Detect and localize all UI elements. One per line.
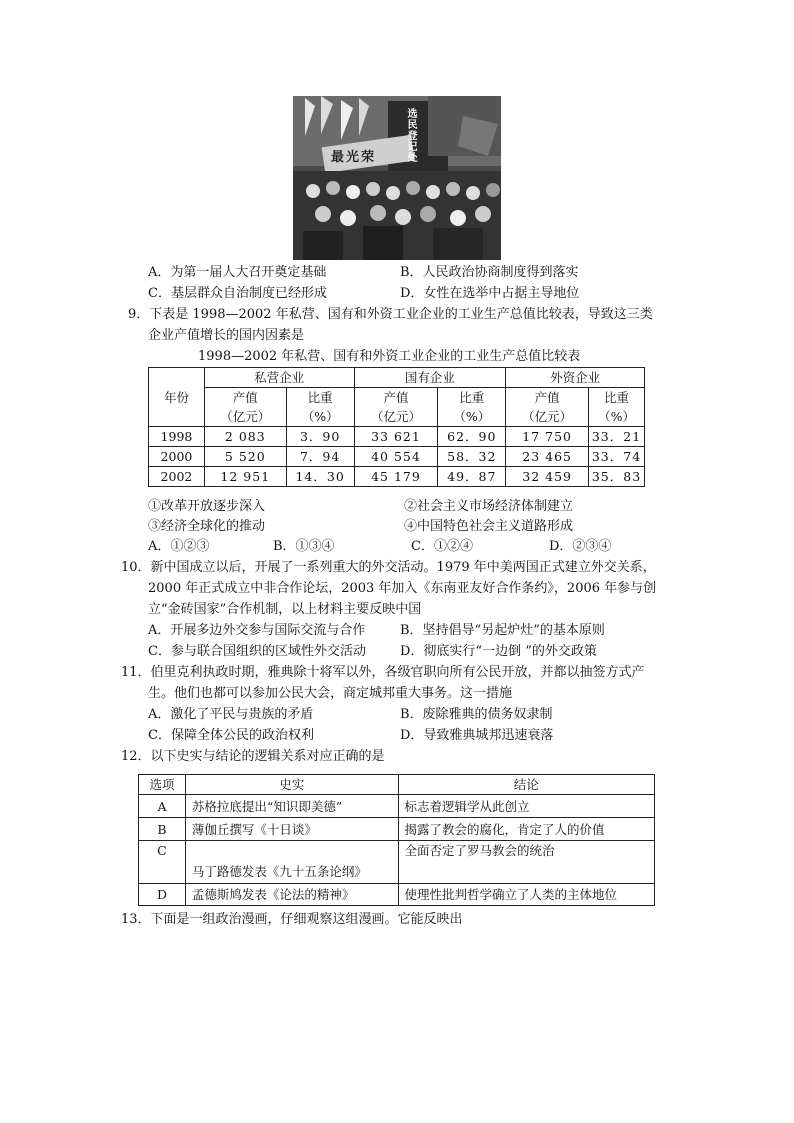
q11-option-b[interactable]: B．废除雅典的债务奴隶制 xyxy=(400,707,553,722)
q11-stem-line2: 生。他们也都可以参加公民大会，商定城邦重大事务。这一措施 xyxy=(148,686,513,701)
q9-table-header-row xyxy=(149,368,645,388)
q9-header-ratio: 比重 xyxy=(589,388,645,408)
q9-header-private: 私营企业 xyxy=(204,368,354,388)
table-cell: 62．90 xyxy=(438,427,506,447)
q9-header-value: 产值 xyxy=(204,388,286,408)
q9-stem-line2: 企业产值增长的国内因素是 xyxy=(148,328,305,343)
table-cell: 14．30 xyxy=(286,467,354,487)
q12-table xyxy=(138,774,655,906)
table-cell: 33 621 xyxy=(354,427,438,447)
q13-stem: 13．下面是一组政治漫画，仔细观察这组漫画。它能反映出 xyxy=(121,912,463,927)
q9-header-value-unit: （亿元） xyxy=(354,407,438,427)
q9-option-b[interactable]: B．①③④ xyxy=(273,539,335,554)
table-cell: 2 083 xyxy=(204,427,286,447)
q10-stem-line3: 立“金砖国家”合作机制，以上材料主要反映中国 xyxy=(148,602,422,617)
table-row xyxy=(139,818,655,841)
q10-option-b[interactable]: B．坚持倡导“另起炉灶”的基本原则 xyxy=(400,623,605,638)
q9-table xyxy=(148,367,645,487)
q8-option-a[interactable]: A．为第一届人大召开奠定基础 xyxy=(148,265,327,280)
q10-option-d[interactable]: D．彻底实行“一边倒 ”的外交政策 xyxy=(400,644,597,659)
table-row xyxy=(149,427,645,447)
table-cell: 苏格拉底提出“知识即美德” xyxy=(185,795,398,818)
q9-header-ratio-unit: （%） xyxy=(438,407,506,427)
q9-item-2: ②社会主义市场经济体制建立 xyxy=(404,499,574,514)
q10-stem-line2: 2000 年正式成立中非合作论坛，2003 年加入《东南亚友好合作条约》，2006 年参与创 xyxy=(148,581,657,596)
table-cell: 薄伽丘撰写《十日谈》 xyxy=(185,818,398,841)
table-cell: 17 750 xyxy=(506,427,589,447)
table-cell: 45 179 xyxy=(354,467,438,487)
table-cell: 49．87 xyxy=(438,467,506,487)
q8-option-b[interactable]: B．人民政治协商制度得到落实 xyxy=(400,265,579,280)
q9-header-state: 国有企业 xyxy=(354,368,506,388)
q10-option-c[interactable]: C．参与联合国组织的区域性外交活动 xyxy=(148,644,366,659)
q9-header-year: 年份 xyxy=(149,368,205,427)
table-cell: A xyxy=(139,795,186,818)
q9-header-value-unit: （亿元） xyxy=(506,407,589,427)
q9-header-ratio-unit: （%） xyxy=(589,407,645,427)
table-cell: C xyxy=(139,841,186,884)
election-photo-drawing xyxy=(293,96,501,260)
q9-option-d[interactable]: D．②③④ xyxy=(549,539,612,554)
table-cell: 33．21 xyxy=(589,427,645,447)
photo-sign-text: 选民登记处 xyxy=(405,108,416,163)
table-cell: 标志着逻辑学从此创立 xyxy=(398,795,654,818)
q9-stem-line1: 9．下表是 1998—2002 年私营、国有和外资工业企业的工业生产总值比较表，导致这三类 xyxy=(128,307,653,322)
table-cell: D xyxy=(139,884,186,906)
q11-stem-line1: 11．伯里克利执政时期，雅典除十将军以外，各级官职向所有公民开放，并都以抽签方式产 xyxy=(121,665,645,680)
table-cell: 32 459 xyxy=(506,467,589,487)
q9-header-ratio-unit: （%） xyxy=(286,407,354,427)
election-photo xyxy=(293,96,501,260)
table-cell: 1998 xyxy=(149,427,205,447)
q9-header-ratio: 比重 xyxy=(286,388,354,408)
q12-header-fact: 史实 xyxy=(185,775,398,795)
table-cell: 23 465 xyxy=(506,447,589,467)
table-cell: 使理性批判哲学确立了人类的主体地位 xyxy=(398,884,654,906)
photo-banner-text: 最光荣 xyxy=(331,150,377,165)
q9-option-a[interactable]: A．①②③ xyxy=(148,539,210,554)
q9-item-4: ④中国特色社会主义道路形成 xyxy=(404,519,574,534)
q9-option-c[interactable]: C．①②④ xyxy=(411,539,473,554)
table-row xyxy=(139,884,655,906)
table-cell: 40 554 xyxy=(354,447,438,467)
table-row xyxy=(149,447,645,467)
q10-option-a[interactable]: A．开展多边外交参与国际交流与合作 xyxy=(148,623,366,638)
q10-stem-line1: 10．新中国成立以后，开展了一系列重大的外交活动。1979 年中美两国正式建立外交关系， xyxy=(121,560,656,575)
table-cell: 孟德斯鸠发表《论法的精神》 xyxy=(185,884,398,906)
q12-stem: 12．以下史实与结论的逻辑关系对应正确的是 xyxy=(121,749,385,764)
q9-header-value: 产值 xyxy=(354,388,438,408)
table-row xyxy=(149,467,645,487)
q12-header-conclusion: 结论 xyxy=(398,775,654,795)
table-cell: 2002 xyxy=(149,467,205,487)
table-row xyxy=(139,795,655,818)
table-cell: 揭露了教会的腐化，肯定了人的价值 xyxy=(398,818,654,841)
q12-header-option: 选项 xyxy=(139,775,186,795)
q11-option-a[interactable]: A．激化了平民与贵族的矛盾 xyxy=(148,707,314,722)
table-cell: 12 951 xyxy=(204,467,286,487)
table-cell: B xyxy=(139,818,186,841)
q11-option-c[interactable]: C．保障全体公民的政治权利 xyxy=(148,728,314,743)
table-cell: 2000 xyxy=(149,447,205,467)
q11-option-d[interactable]: D．导致雅典城邦迅速衰落 xyxy=(400,728,554,743)
table-cell: 马丁路德发表《九十五条论纲》 xyxy=(185,841,398,884)
q9-header-foreign: 外资企业 xyxy=(506,368,645,388)
q8-option-c[interactable]: C．基层群众自治制度已经形成 xyxy=(148,286,327,301)
q9-header-value-unit: （亿元） xyxy=(204,407,286,427)
q12-table-header-row xyxy=(139,775,655,795)
q9-table-title: 1998—2002 年私营、国有和外资工业企业的工业生产总值比较表 xyxy=(198,349,581,364)
table-cell: 3．90 xyxy=(286,427,354,447)
table-cell: 35．83 xyxy=(589,467,645,487)
table-cell: 33．74 xyxy=(589,447,645,467)
table-cell: 全面否定了罗马教会的统治 xyxy=(398,841,654,884)
q9-item-3: ③经济全球化的推动 xyxy=(148,519,266,534)
q9-item-1: ①改革开放逐步深入 xyxy=(148,499,266,514)
q8-option-d[interactable]: D．女性在选举中占据主导地位 xyxy=(400,286,580,301)
q9-header-value: 产值 xyxy=(506,388,589,408)
table-cell: 58．32 xyxy=(438,447,506,467)
table-cell: 7．94 xyxy=(286,447,354,467)
table-row xyxy=(139,841,655,884)
table-cell: 5 520 xyxy=(204,447,286,467)
q9-header-ratio: 比重 xyxy=(438,388,506,408)
